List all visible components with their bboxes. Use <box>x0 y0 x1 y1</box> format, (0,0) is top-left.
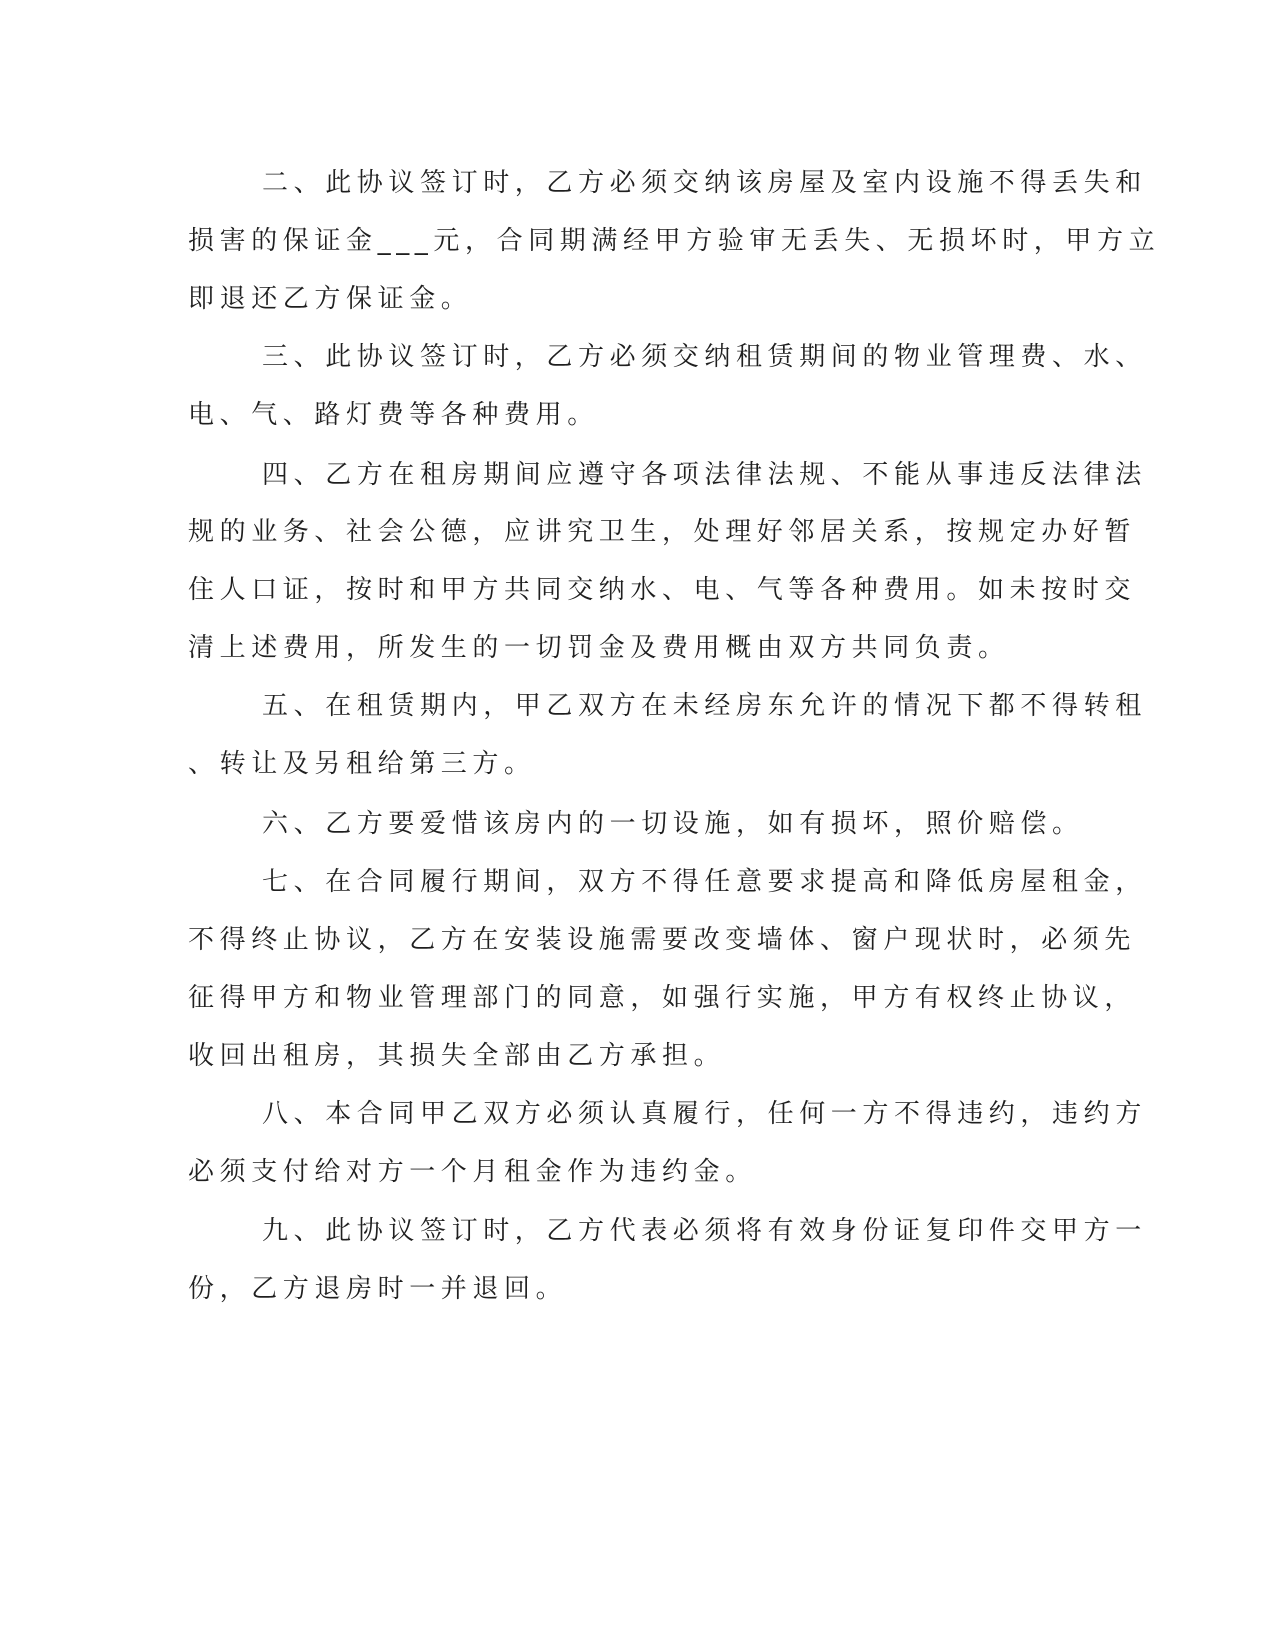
clause-2-line-1: 二、此协议签订时，乙方必须交纳该房屋及室内设施不得丢失和 <box>262 168 1147 198</box>
clause-4-line-1: 四、乙方在租房期间应遵守各项法律法规、不能从事违反法律法 <box>262 460 1147 490</box>
clause-3-line-2: 电、气、路灯费等各种费用。 <box>188 400 599 430</box>
clause-9-line-2: 份，乙方退房时一并退回。 <box>188 1274 568 1304</box>
clause-6-line-1: 六、乙方要爱惜该房内的一切设施，如有损坏，照价赔偿。 <box>262 809 1084 839</box>
clause-9-line-1: 九、此协议签订时，乙方代表必须将有效身份证复印件交甲方一 <box>262 1216 1147 1246</box>
clause-7-line-4: 收回出租房，其损失全部由乙方承担。 <box>188 1041 726 1071</box>
clause-3-line-1: 三、此协议签订时，乙方必须交纳租赁期间的物业管理费、水、 <box>262 342 1147 372</box>
clause-5-line-1: 五、在租赁期内，甲乙双方在未经房东允许的情况下都不得转租 <box>262 691 1147 721</box>
clause-2-line-3: 即退还乙方保证金。 <box>188 284 473 314</box>
clause-2-line-2: 损害的保证金___元，合同期满经甲方验审无丢失、无损坏时，甲方立 <box>188 226 1161 256</box>
clause-7-line-3: 征得甲方和物业管理部门的同意，如强行实施，甲方有权终止协议， <box>188 983 1137 1013</box>
clause-4-line-2: 规的业务、社会公德，应讲究卫生，处理好邻居关系，按规定办好暂 <box>188 517 1137 547</box>
clause-8-line-2: 必须支付给对方一个月租金作为违约金。 <box>188 1157 757 1187</box>
clause-7-line-2: 不得终止协议，乙方在安装设施需要改变墙体、窗户现状时，必须先 <box>188 925 1137 955</box>
clause-4-line-4: 清上述费用，所发生的一切罚金及费用概由双方共同负责。 <box>188 633 1010 663</box>
clause-8-line-1: 八、本合同甲乙双方必须认真履行，任何一方不得违约，违约方 <box>262 1099 1147 1129</box>
clause-7-line-1: 七、在合同履行期间，双方不得任意要求提高和降低房屋租金， <box>262 867 1147 897</box>
clause-4-line-3: 住人口证，按时和甲方共同交纳水、电、气等各种费用。如未按时交 <box>188 575 1137 605</box>
clause-5-line-2: 、转让及另租给第三方。 <box>188 749 536 779</box>
